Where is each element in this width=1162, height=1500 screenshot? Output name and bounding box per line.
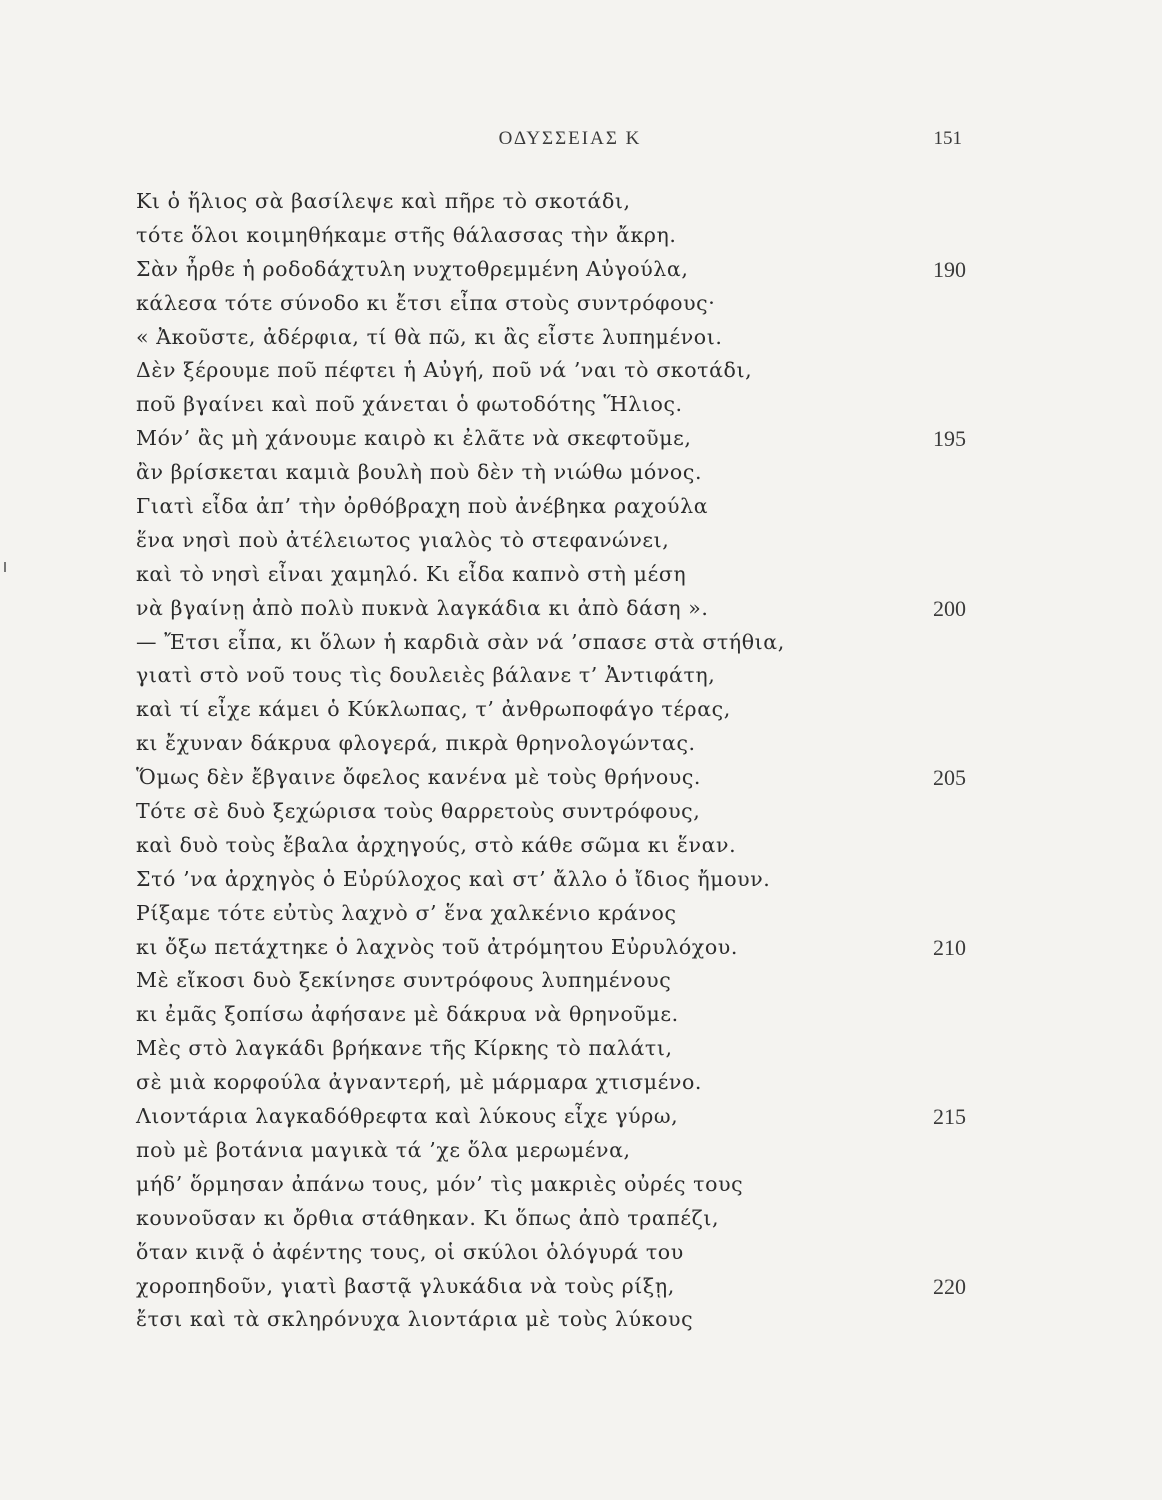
line-number: 190 (933, 256, 966, 282)
verse-line (136, 354, 966, 388)
verse-line (136, 1303, 966, 1337)
verse-text: — Ἔτσι εἶπα, κι ὅλων ἡ καρδιὰ σὰν νά ’σπασε στὰ στήθια, (136, 629, 785, 654)
verse-line (136, 659, 966, 693)
verse-line (136, 1236, 966, 1270)
margin-mark (4, 562, 6, 572)
verse-line (136, 422, 966, 456)
page-number: 151 (933, 128, 962, 149)
verse-text: καὶ τὸ νησὶ εἶναι χαμηλό. Κι εἶδα καπνὸ στὴ μέση (136, 561, 687, 586)
verse-line (136, 964, 966, 998)
verse-text: ἕνα νησὶ ποὺ ἀτέλειωτος γιαλὸς τὸ στεφανώνει, (136, 527, 670, 552)
verse-line (136, 287, 966, 321)
verse-text: χοροπηδοῦν, γιατὶ βαστᾷ γλυκάδια νὰ τοὺς ρίξῃ, (136, 1273, 675, 1298)
verse-line (136, 490, 966, 524)
verse-text: Στό ’να ἀρχηγὸς ὁ Εὐρύλοχος καὶ στ’ ἄλλο ὁ ἴδιος ἤμουν. (136, 866, 771, 891)
verse-line (136, 1202, 966, 1236)
verse-line (136, 1032, 966, 1066)
verse-line (136, 1100, 966, 1134)
verse-text: κάλεσα τότε σύνοδο κι ἔτσι εἶπα στοὺς συντρόφους· (136, 290, 716, 315)
verse-text: νὰ βγαίνῃ ἀπὸ πολὺ πυκνὰ λαγκάδια κι ἀπὸ δάση ». (136, 595, 709, 620)
verse-line (136, 829, 966, 863)
verse-line (136, 219, 966, 253)
verse-text: ἂν βρίσκεται καμιὰ βουλὴ ποὺ δὲν τὴ νιώθω μόνος. (136, 460, 703, 485)
verse-text: ποῦ βγαίνει καὶ ποῦ χάνεται ὁ φωτοδότης Ἥλιος. (136, 392, 683, 417)
verse-line (136, 727, 966, 761)
verse-line (136, 761, 966, 795)
verse-line (136, 626, 966, 660)
verse-line (136, 321, 966, 355)
verse-text: καὶ δυὸ τοὺς ἔβαλα ἀρχηγούς, στὸ κάθε σῶμα κι ἕναν. (136, 832, 737, 857)
verse-text: τότε ὅλοι κοιμηθήκαμε στῆς θάλασσας τὴν ἄκρη. (136, 222, 677, 247)
verse-text: Δὲν ξέρουμε ποῦ πέφτει ἡ Αὐγή, ποῦ νά ’ναι τὸ σκοτάδι, (136, 358, 753, 383)
verse-text: Γιατὶ εἶδα ἀπ’ τὴν ὀρθόβραχη ποὺ ἀνέβηκα ραχούλα (136, 494, 709, 519)
verse-line (136, 795, 966, 829)
verse-line (136, 185, 966, 219)
running-title: ΟΔΥΣΣΕΙΑΣ Κ (498, 128, 642, 149)
verse-line (136, 863, 966, 897)
verse-text: σὲ μιὰ κορφούλα ἀγναντερή, μὲ μάρμαρα χτισμένο. (136, 1070, 703, 1095)
line-number: 200 (933, 595, 966, 621)
verse-line (136, 456, 966, 490)
verse-line (136, 1134, 966, 1168)
line-number: 205 (933, 765, 966, 791)
verse-line (136, 1066, 966, 1100)
running-head (0, 128, 1162, 158)
verse-text: κι ἐμᾶς ξοπίσω ἀφήσανε μὲ δάκρυα νὰ θρηνοῦμε. (136, 1002, 679, 1027)
verse-line (136, 1168, 966, 1202)
verse-text: Τότε σὲ δυὸ ξεχώρισα τοὺς θαρρετοὺς συντρόφους, (136, 799, 701, 824)
verse-text: Λιοντάρια λαγκαδόθρεφτα καὶ λύκους εἶχε γύρω, (136, 1104, 679, 1129)
verse-line (136, 558, 966, 592)
verse-text: Ὅμως δὲν ἔβγαινε ὄφελος κανένα μὲ τοὺς θρήνους. (136, 765, 702, 790)
verse-text: Ρίξαμε τότε εὐτὺς λαχνὸ σ’ ἕνα χαλκένιο κράνος (136, 900, 677, 925)
verse-text: Σὰν ἦρθε ἡ ροδοδάχτυλη νυχτοθρεμμένη Αὐγούλα, (136, 256, 689, 281)
verse-line (136, 592, 966, 626)
verse-text: ἔτσι καὶ τὰ σκληρόνυχα λιοντάρια μὲ τοὺς λύκους (136, 1307, 694, 1332)
line-number: 210 (933, 934, 966, 960)
verse-text: « Ἀκοῦστε, ἀδέρφια, τί θὰ πῶ, κι ἂς εἶστε λυπημένοι. (136, 324, 723, 349)
verse-text: Μὲ εἴκοσι δυὸ ξεκίνησε συντρόφους λυπημένους (136, 968, 672, 993)
verse-text: κι ἔχυναν δάκρυα φλογερά, πικρὰ θρηνολογώντας. (136, 731, 696, 756)
verse-line (136, 897, 966, 931)
verse-text: ὅταν κινᾷ ὁ ἀφέντης τους, οἱ σκύλοι ὁλόγυρά του (136, 1239, 684, 1264)
verse-text: καὶ τί εἶχε κάμει ὁ Κύκλωπας, τ’ ἀνθρωποφάγο τέρας, (136, 697, 731, 722)
verse-line (136, 693, 966, 727)
verse-line (136, 524, 966, 558)
verse-text: Κι ὁ ἥλιος σὰ βασίλεψε καὶ πῆρε τὸ σκοτάδι, (136, 189, 631, 213)
verse-text: Μὲς στὸ λαγκάδι βρήκανε τῆς Κίρκης τὸ παλάτι, (136, 1036, 673, 1061)
verse-line (136, 388, 966, 422)
verse-text: ποὺ μὲ βοτάνια μαγικὰ τά ’χε ὅλα μερωμένα, (136, 1137, 631, 1162)
verse-text: γιατὶ στὸ νοῦ τους τὶς δουλειὲς βάλανε τ’ Ἀντιφάτη, (136, 663, 716, 688)
verse-text: κουνοῦσαν κι ὄρθια στάθηκαν. Κι ὅπως ἀπὸ τραπέζι, (136, 1205, 720, 1230)
line-number: 195 (933, 426, 966, 452)
verse-line (136, 931, 966, 965)
verse-line (136, 1270, 966, 1304)
verse-text: Μόν’ ἂς μὴ χάνουμε καιρὸ κι ἐλᾶτε νὰ σκεφτοῦμε, (136, 426, 692, 451)
verse-line (136, 998, 966, 1032)
verse-line (136, 253, 966, 287)
line-number: 215 (933, 1104, 966, 1130)
poem-body (136, 185, 966, 1337)
line-number: 220 (933, 1273, 966, 1299)
verse-text: μήδ’ ὅρμησαν ἀπάνω τους, μόν’ τὶς μακριὲς οὐρές τους (136, 1171, 744, 1196)
verse-text: κι ὄξω πετάχτηκε ὁ λαχνὸς τοῦ ἀτρόμητου Εὐρυλόχου. (136, 934, 738, 959)
